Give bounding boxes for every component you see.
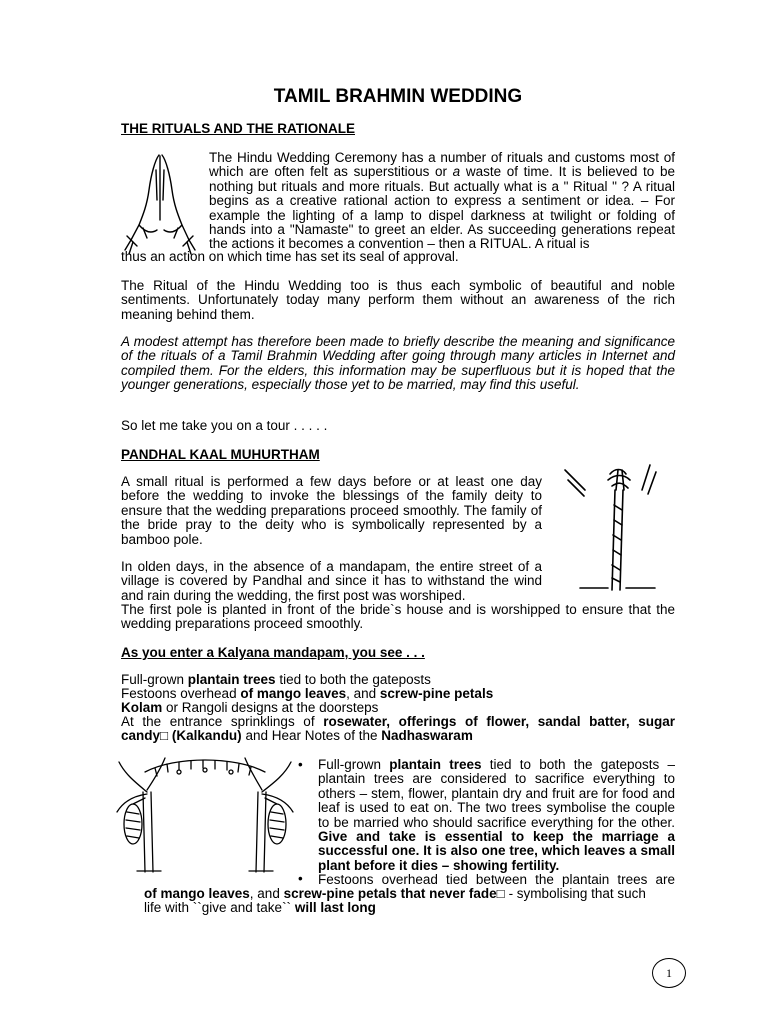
bullet-paragraph-festoons-cont: of mango leaves, and screw-pine petals that never fade□ - symbolising that such [144, 886, 646, 901]
list-item-kolam: Kolam or Rangoli designs at the doorsteps [121, 700, 379, 715]
rituals-paragraph-3: A modest attempt has therefore been made to briefly describe the meaning and significance of the rituals of a Tamil Brahmin Wedding after going through many articles in Internet and compiled them. For the elders, this information may be superfluous but it is hoped that the younger generations, especially those yet to be married, may find this useful. [121, 334, 675, 393]
section-heading-mandapam: As you enter a Kalyana mandapam, you see . . . [121, 645, 425, 660]
rituals-paragraph-1-end: thus an action on which time has set its seal of approval. [121, 249, 459, 264]
rituals-paragraph-2: The Ritual of the Hindu Wedding too is thus each symbolic of beautiful and noble sentiments. Unfortunately today many perform them without an awareness of the rich meaning behind them. [121, 278, 675, 322]
list-item-entrance: At the entrance sprinklings of rosewater, offerings of flower, sandal batter, sugar [121, 714, 675, 729]
list-item-entrance-cont: candy□ (Kalkandu) and Hear Notes of the Nadhaswaram [121, 728, 473, 743]
section-heading-rituals: THE RITUALS AND THE RATIONALE [121, 121, 355, 136]
bullet-point-1: • [298, 757, 303, 772]
bullet-paragraph-festoons: Festoons overhead tied between the plantain trees are [318, 872, 675, 887]
bullet-paragraph-festoons-end: life with ``give and take`` will last long [144, 900, 376, 915]
list-item-festoons: Festoons overhead of mango leaves, and screw-pine petals [121, 686, 494, 701]
tour-line: So let me take you on a tour . . . . . [121, 418, 328, 433]
namaste-hands-illustration [121, 150, 201, 260]
list-item-plantain: Full-grown plantain trees tied to both the gateposts [121, 672, 431, 687]
pandhal-paragraph-2-cont: The first pole is planted in front of the bride`s house and is worshipped to ensure that the wedding preparations proceed smoothly. [121, 602, 675, 632]
pandhal-paragraph-2: In olden days, in the absence of a mandapam, the entire street of a village is covered by Pandhal and since it has to withstand the wind and rain during the wedding, the first post was worshiped. [121, 559, 542, 603]
plantain-arch-illustration [115, 752, 295, 874]
page-number: 1 [652, 958, 686, 988]
bamboo-pole-illustration [560, 460, 680, 595]
bullet-point-2: • [298, 871, 303, 886]
page-title: TAMIL BRAHMIN WEDDING [273, 86, 523, 107]
bullet-paragraph-plantain: Full-grown plantain trees tied to both the gateposts – plantain trees are considered to sacrifice everything to others – stem, flower, plantain dry and fruit are for food and leaf is used to eat on. The two trees symbolise the couple to be married who should sacrifice everything for the other. Give and take is essential to keep the marriage a successful one. It is also one tree, which leaves a small plant before it dies – showing fertility. [318, 757, 675, 873]
section-heading-pandhal: PANDHAL KAAL MUHURTHAM [121, 447, 320, 462]
pandhal-paragraph-1: A small ritual is performed a few days before or at least one day before the wedding to invoke the blessings of the family deity to ensure that the wedding preparations proceed smoothly. The family of the bride pray to the deity who is symbolically represented by a bamboo pole. [121, 474, 542, 547]
rituals-paragraph-1: The Hindu Wedding Ceremony has a number of rituals and customs most of which are often felt as superstitious or a waste of time. It is believed to be nothing but rituals and more rituals. But actually what is a " Ritual " ? A ritual begins as a creative rational action to express a sentiment or idea. – For example the lighting of a lamp to dispel darkness at twilight or folding of hands into a "Namaste" to greet an elder. As succeeding generations repeat the actions it becomes a convention – then a RITUAL. A ritual is [209, 150, 675, 252]
